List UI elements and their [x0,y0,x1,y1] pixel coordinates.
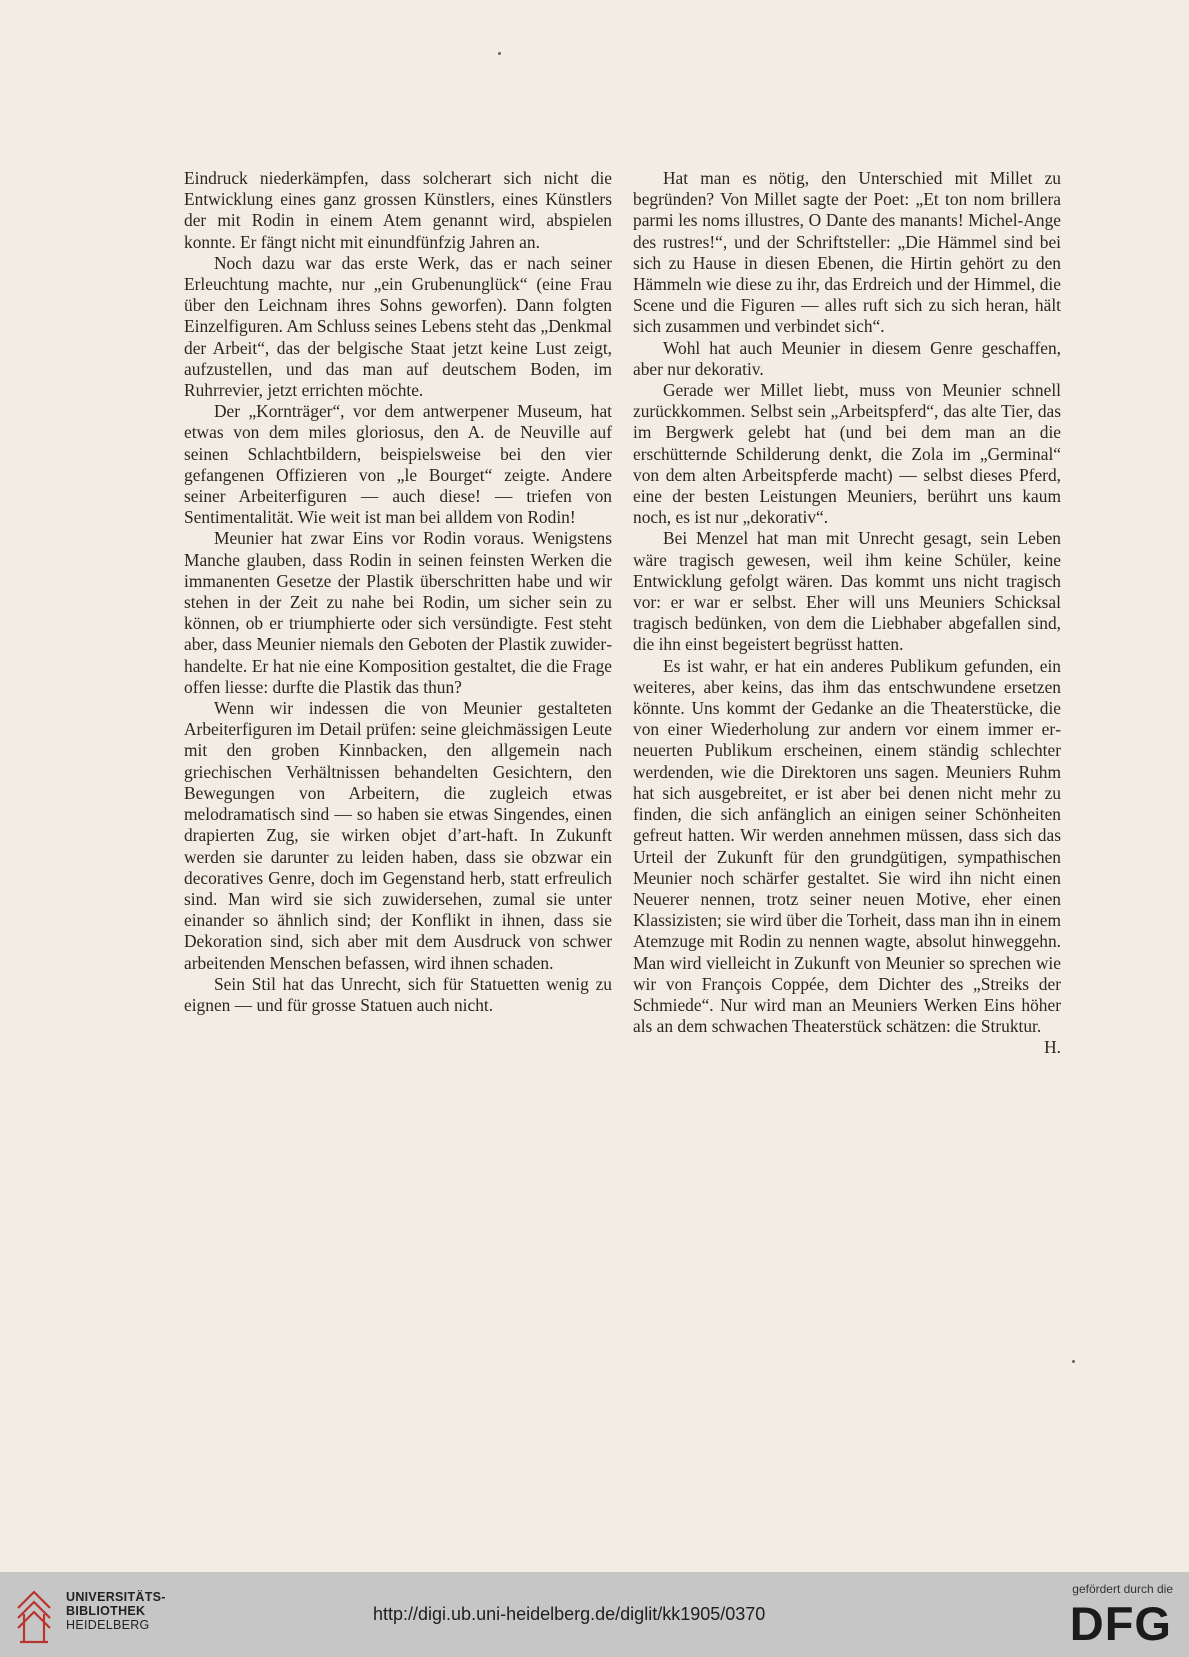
paragraph: Hat man es nötig, den Unterschied mit Millet zu begründen? Von Millet sagte der Poet: „Et ton nom brillera parmi les noms illustres, O Dante des manants! Michel-Ange des rustres!“, und der Schriftsteller: „Die Hämmel sind bei sich zu Hause in diesen Ebenen, die Hirtin gehört zu den Hämmeln wie diese zu ihr, das Erdreich und der Himmel, die Scene und die Figuren — alles ruft sich zu sich heran, hält sich zusammen und verbindet sich“. [633,168,1061,337]
paragraph-with-signature [633,655,1061,1058]
paragraph-text: Es ist wahr, er hat ein anderes Publikum gefunden, ein weiteres, aber keins, das ihm das entschwundene ersetzen könnte. Uns kommt der Gedanke an die Theaterstücke, die von einer Wiederholung zur andern vor einem immer erneuerten Publikum erscheinen, einem ständig schlechter werdenden, wie die Direktoren uns sagen. Meuniers Ruhm hat sich ausgebreitet, er ist aber bei denen nicht mehr zu finden, die sich anfänglich an einigen seiner Schönheiten gefreut hatten. Wir werden annehmen müssen, dass sich das Urteil der Zukunft für den grundgütigen, sympathischen Meunier noch schärfer gestaltet. Sie wird ihn nicht einen Neuerer nennen, trotz seiner neuen Motive, eher einen Klassizisten; sie wird über die Torheit, dass man ihn in einem Atemzuge mit Rodin zu nennen wagte, absolut hinweggehn. Man wird vielleicht in Zukunft von Meunier so sprechen wie wir von François Coppée, dem Dichter des „Streiks der Schmiede“. Nur wird man an Meuniers Werken Eins höher als an dem schwachen Theaterstück schätzen: die Struktur. [633,655,1061,1037]
paragraph: Wohl hat auch Meunier in diesem Genre geschaffen, aber nur dekorativ. [633,337,1061,379]
library-line: HEIDELBERG [66,1618,150,1632]
author-signature: H. [1044,1037,1061,1058]
footer-bar [0,1572,1189,1657]
library-line: UNIVERSITÄTS- [66,1590,166,1604]
permalink-url[interactable]: http://digi.ub.uni-heidelberg.de/diglit/kk1905/0370 [373,1604,766,1624]
paragraph: Eindruck niederkämpfen, dass solcherart sich nicht die Entwicklung eines ganz grossen Künstlers, eines Künstlers der mit Rodin in einem Atem genannt wird, abspielen konnte. Er fängt nicht mit einundfünfzig Jahren an. [184,168,612,252]
paragraph: Bei Menzel hat man mit Unrecht gesagt, sein Leben wäre tragisch gewesen, weil ihm keine Schüler, keine Entwicklung gefolgt wären. Das kommt uns nicht tragisch vor: er war er selbst. Eher will uns Meuniers Schicksal tragisch bedünken, von dem die Liebhaber abgefallen sind, die ihn einst begeistert begrüsst hatten. [633,528,1061,655]
right-column [633,168,1061,1059]
library-line: BIBLIOTHEK [66,1604,146,1618]
library-name[interactable] [66,1590,166,1632]
funded-by-label: gefördert durch die [1072,1582,1173,1596]
dfg-logo[interactable]: DFG [1069,1597,1172,1650]
paragraph: Noch dazu war das erste Werk, das er nach seiner Erleuchtung machte, nur „ein Grubenunglück“ (eine Frau über den Leichnam ihres Sohns geworfen). Dann folgten Einzelfiguren. Am Schluss seines Lebens steht das „Denkmal der Arbeit“, das der belgische Staat jetzt keine Lust zeigt, aufzustellen, und das man auf deutschem Boden, im Ruhrrevier, jetzt errichten möchte. [184,252,612,401]
scan-speck [498,52,501,55]
paragraph: Wenn wir indessen die von Meunier gestalteten Arbeiterfiguren im Detail prüfen: seine gleichmässigen Leute mit den groben Kinnbacken, den allgemein nach griechischen Verhältnissen behandelten Gesichtern, den Bewegungen von Arbeitern, die zugleich etwas melodramatisch sind — so haben sie etwas Singendes, einen drapierten Zug, sie wirken objet d’art-haft. In Zukunft werden sie darunter zu leiden haben, dass sie obzwar ein decoratives Genre, doch im Gegenstand herb, statt erfreulich sind. Man wird sie sich zuwidersehen, zumal sie unter einander so ähnlich sind; der Konflikt in ihnen, dass sie Dekoration sind, sich aber mit dem Ausdruck von schwer arbeitenden Menschen befassen, wird ihnen schaden. [184,698,612,973]
left-column [184,168,612,1016]
paragraph: Meunier hat zwar Eins vor Rodin voraus. Wenigstens Manche glauben, dass Rodin in seinen feinsten Werken die immanenten Gesetze der Plastik überschritten habe und wir stehen in der Zeit zu nahe bei Rodin, um sicher sein zu können, ob er triumphierte oder sich versündigte. Fest steht aber, dass Meunier niemals den Geboten der Plastik zuwiderhandelte. Er hat nie eine Komposition gestaltet, die die Frage offen liesse: durfte die Plastik das thun? [184,528,612,697]
scan-speck [1072,1360,1075,1363]
paragraph: Gerade wer Millet liebt, muss von Meunier schnell zurückkommen. Selbst sein „Arbeitspferd“, das alte Tier, das im Bergwerk gelebt hat (und bei dem man an die erschütternde Schilderung denkt, die Zola im „Germinal“ von dem alten Arbeitspferde macht) — selbst dieses Pferd, eine der besten Leistungen Meuniers, berührt uns kaum noch, es ist nur „dekorativ“. [633,380,1061,528]
paragraph: Der „Kornträger“, vor dem antwerpener Museum, hat etwas von dem miles gloriosus, den A. de Neuville auf seinen Schlachtbildern, beispielsweise bei den vier gefangenen Offizieren von „le Bourget“ zeigte. Andere seiner Arbeiterfiguren — auch diese! — triefen von Sentimentalität. Wie weit ist man bei alldem von Rodin! [184,401,612,528]
paragraph: Sein Stil hat das Unrecht, sich für Statuetten wenig zu eignen — und für grosse Statuen auch nicht. [184,973,612,1015]
ub-heidelberg-logo-icon[interactable] [12,1584,58,1650]
